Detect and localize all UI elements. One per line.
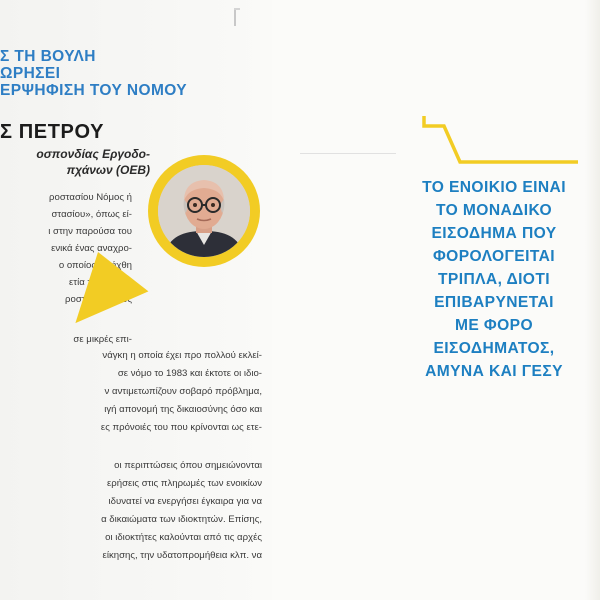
- body-line: ετία του '70 για: [69, 277, 132, 288]
- body-line: ερήσεις στις πληρωμές των ενοικίων: [107, 478, 262, 489]
- body-line: ες πρόνοιές του που κρίνονται ως ετε-: [100, 422, 262, 433]
- pull-quote-line: ΤΟ ΕΝΟΙΚΙΟ ΕΙΝΑΙ: [422, 179, 566, 196]
- pull-quote-line: ΤΟ ΜΟΝΑΔΙΚΟ: [436, 202, 552, 219]
- portrait-icon: [158, 165, 250, 257]
- scan-rule: [300, 153, 396, 154]
- body-line: ροστασία στους: [65, 294, 132, 305]
- pull-quote-line: ΕΙΣΟΔΗΜΑ ΠΟΥ: [431, 225, 557, 242]
- column-mark-top: [234, 8, 240, 10]
- body-line: στασίου», όπως εί-: [51, 209, 132, 220]
- page-edge-shadow: [585, 0, 600, 600]
- article-headline: [0, 48, 268, 99]
- body-line: νάγκη η οποία έχει προ πολλού εκλεί-: [102, 350, 262, 361]
- headline-line: Σ ΤΗ ΒΟΥΛΗ: [0, 48, 96, 65]
- body-line: ι στην παρούσα του: [48, 226, 132, 237]
- author-role-line: οσπονδίας Εργοδο-: [36, 147, 150, 161]
- body-line: σε νόμο το 1983 και έκτοτε οι ιδιο-: [117, 368, 262, 379]
- portrait-photo: [158, 165, 250, 257]
- body-line: ο οποίος εισήχθη: [58, 260, 132, 271]
- body-line: ροστασίου Νόμος ή: [49, 192, 132, 203]
- body-line: οι ιδιοκτήτες καλούνται από τις αρχές: [105, 532, 262, 543]
- author-name: Σ ΠΕΤΡΟΥ: [0, 121, 105, 143]
- pull-quote-line: ΕΙΣΟΔΗΜΑΤΟΣ,: [433, 340, 555, 357]
- body-line: σε μικρές επι-: [73, 334, 132, 345]
- pull-quote-line: ΜΕ ΦΟΡΟ: [455, 317, 533, 334]
- pull-quote: [388, 176, 600, 383]
- pull-quote-line: ΦΟΡΟΛΟΓΕΙΤΑΙ: [432, 248, 556, 265]
- headline-line: ΩΡΗΣΕΙ: [0, 65, 61, 82]
- column-mark: [234, 10, 236, 26]
- author-role-line: πχάνων (ΟΕΒ): [66, 163, 150, 177]
- body-line: α δικαιώματα των ιδιοκτητών. Επίσης,: [101, 514, 262, 525]
- body-line: ενικά ένας αναχρο-: [51, 243, 132, 254]
- body-line: είκησης, την υδατοπρομήθεια κλπ. να: [102, 550, 262, 561]
- quote-bracket-icon: [420, 114, 580, 174]
- pull-quote-line: ΕΠΙΒΑΡΥΝΕΤΑΙ: [434, 294, 554, 311]
- headline-line: ΕΡΨΗΦΙΣΗ ΤΟΥ ΝΟΜΟΥ: [0, 82, 188, 99]
- body-line: ν αντιμετωπίζουν σοβαρό πρόβλημα,: [104, 386, 262, 397]
- pull-quote-line: ΑΜΥΝΑ ΚΑΙ ΓΕΣΥ: [425, 363, 563, 380]
- author-role: [0, 146, 150, 178]
- body-line: οι περιπτώσεις όπου σημειώνονται: [114, 460, 262, 471]
- body-line: ιγή απονομή της δικαιοσύνης όσο και: [104, 404, 262, 415]
- body-line: ιδυνατεί να ενεργήσει έγκαιρα για να: [108, 496, 262, 507]
- pull-quote-line: ΤΡΙΠΛΑ, ΔΙΟΤΙ: [438, 271, 550, 288]
